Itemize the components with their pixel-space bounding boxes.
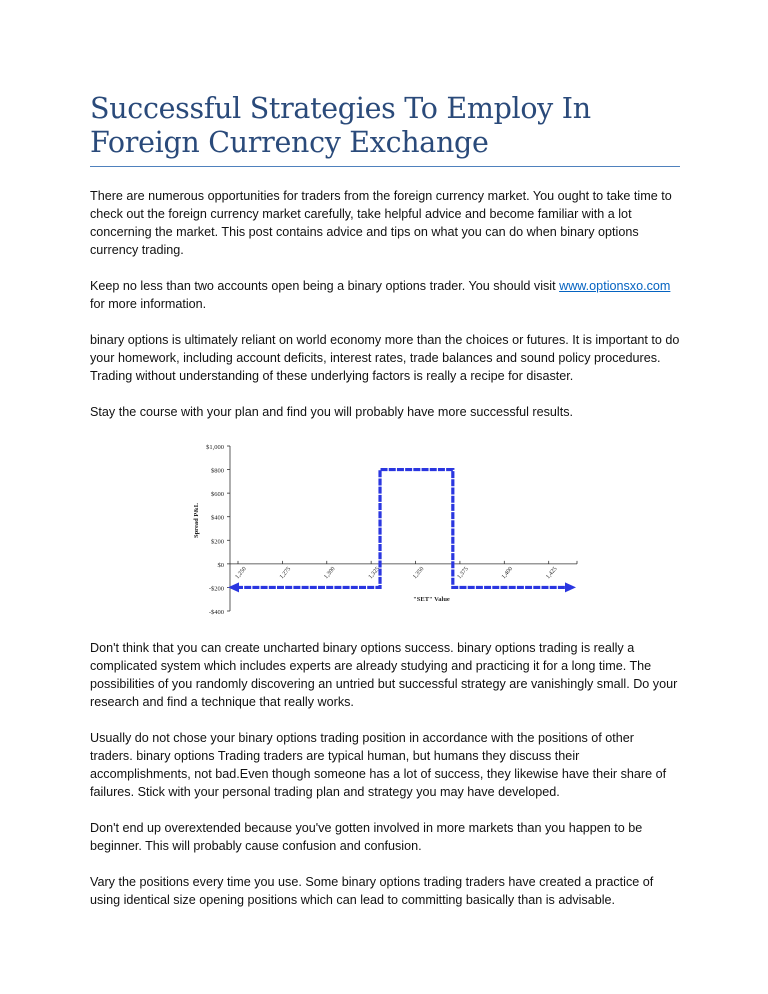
x-axis-label: "SET" Value xyxy=(413,595,450,603)
title-underline xyxy=(90,166,680,167)
y-tick-label: $600 xyxy=(211,491,224,499)
y-tick-label: -$200 xyxy=(208,585,224,593)
x-tick-label: 1,400 xyxy=(500,566,515,581)
paragraph-2-tail: for more information. xyxy=(90,297,207,311)
y-tick-label: -$400 xyxy=(208,609,224,616)
x-tick-label: 1,350 xyxy=(412,566,426,581)
y-tick-label: $0 xyxy=(217,561,224,569)
x-tick-label: 1,250 xyxy=(234,566,248,581)
y-axis-label: Spread P&L xyxy=(193,502,200,539)
x-tick-label: 1,275 xyxy=(278,566,293,581)
paragraph-8: Vary the positions every time you use. Some binary options trading traders have created a practice of using identical size opening positions which can lead to committing basically than is advisable. xyxy=(90,875,654,907)
right-arrowhead xyxy=(565,582,576,592)
document-page xyxy=(90,92,680,927)
x-tick-label: 1,300 xyxy=(323,566,337,581)
payoff-chart-svg xyxy=(90,439,680,619)
page-title xyxy=(90,92,680,160)
paragraph-4: Stay the course with your plan and find you will probably have more successful results. xyxy=(90,405,574,419)
paragraph-2 xyxy=(90,277,680,313)
y-tick-label: $200 xyxy=(211,538,224,546)
y-tick-label: $400 xyxy=(211,514,224,522)
title-line-1: Successful Strategies To Employ In xyxy=(90,92,591,125)
y-tick-label: $800 xyxy=(211,467,224,475)
paragraph-3: binary options is ultimately reliant on world economy more than the choices or futures. It is important to do your homework, including account deficits, interest rates, trade balances and sound policy procedures. Trading without understanding of these underlying factors is really a recipe for disaster. xyxy=(90,333,680,383)
optionsxo-link[interactable]: www.optionsxo.com xyxy=(559,279,671,293)
paragraph-2-text: Keep no less than two accounts open being a binary options trader. You should visit xyxy=(90,279,560,293)
x-tick-label: 1,425 xyxy=(545,566,559,581)
y-tick-label: $1,000 xyxy=(206,444,224,451)
x-tick-label: 1,375 xyxy=(456,566,470,581)
payoff-chart xyxy=(90,439,680,619)
title-line-2: Foreign Currency Exchange xyxy=(90,126,489,159)
paragraph-6: Usually do not chose your binary options trading position in accordance with the positions of other traders. binary options Trading traders are typical human, but humans they discuss their accomplishments, not bad.Even though someone has a lot of success, they likewise have their share of failures. Stick with your personal trading plan and strategy you may have developed. xyxy=(90,731,667,799)
paragraph-1: There are numerous opportunities for traders from the foreign currency market. You ought to take time to check out the foreign currency market carefully, take helpful advice and become familiar with a lot concerning the market. This post contains advice and tips on what you can do when binary options currency trading. xyxy=(90,189,672,257)
paragraph-7: Don't end up overextended because you've gotten involved in more markets than you happen to be beginner. This will probably cause confusion and confusion. xyxy=(90,821,643,853)
x-tick-label: 1,325 xyxy=(367,566,382,581)
paragraph-5: Don't think that you can create uncharted binary options success. binary options trading is really a complicated system which includes experts are already studying and practicing it for a long time. The possibilities of you randomly discovering an untried but successful strategy are vanishingly small. Do your research and find a technique that really works. xyxy=(90,641,678,709)
